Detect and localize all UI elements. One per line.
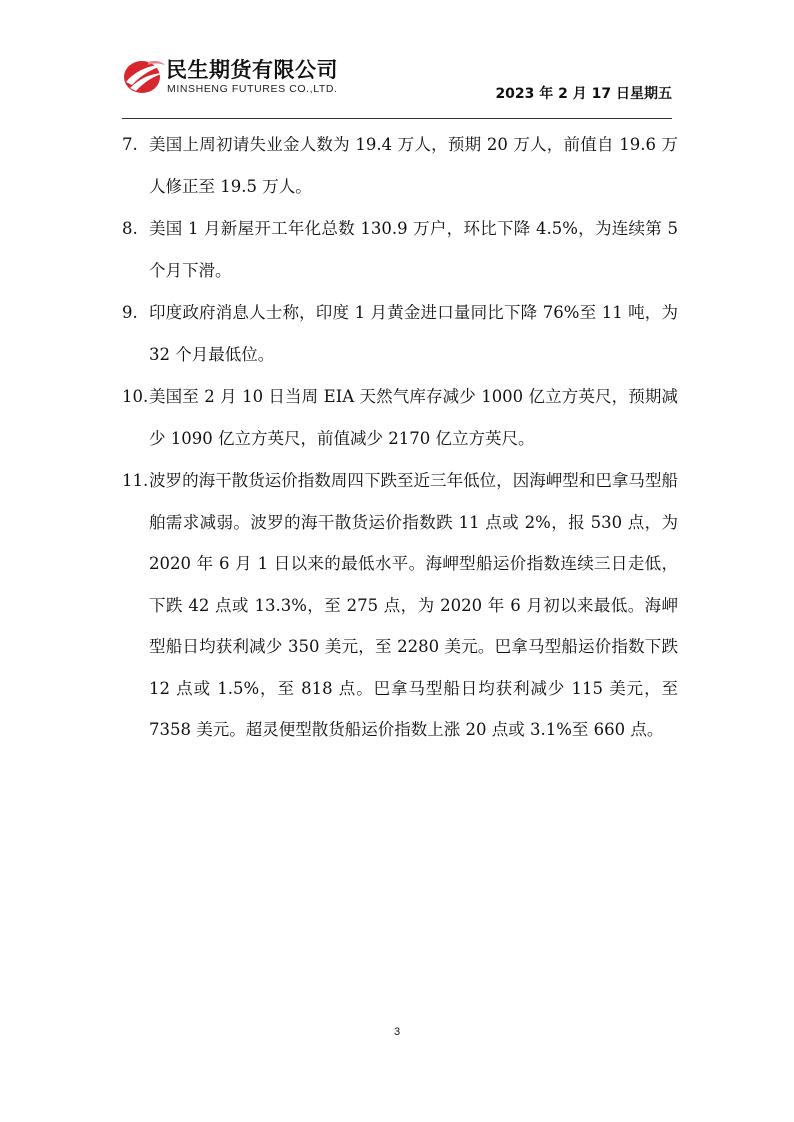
minsheng-logo-icon bbox=[122, 56, 166, 96]
page-header bbox=[122, 52, 672, 120]
item-number: 9. bbox=[122, 303, 138, 322]
news-item bbox=[122, 376, 678, 459]
item-text: 波罗的海干散货运价指数周四下跌至近三年低位，因海岬型和巴拿马型船舶需求减弱。波罗的海干散货运价指数跌 11 点或 2%，报 530 点，为 2020 年 6 月 1 日以来的最低水平。海岬型船运价指数连续三日走低，下跌 42 点或 13.3%，至 275 点，为 2020 年 6 月初以来最低。海岬型船日均获利减少 350 美元，至 2280 美元。巴拿马型船运价指数下跌 12 点或 1.5%，至 818 点。巴拿马型船日均获利减少 115 美元，至 7358 美元。超灵便型散货船运价指数上涨 20 点或 3.1%至 660 点。 bbox=[149, 471, 678, 739]
item-text: 印度政府消息人士称，印度 1 月黄金进口量同比下降 76%至 11 吨，为 32 个月最低位。 bbox=[149, 303, 678, 364]
company-logo bbox=[122, 52, 362, 102]
item-text: 美国上周初请失业金人数为 19.4 万人，预期 20 万人，前值自 19.6 万人修正至 19.5 万人。 bbox=[149, 135, 678, 196]
item-number: 7. bbox=[122, 135, 138, 154]
page-number: 3 bbox=[393, 1026, 401, 1038]
news-item bbox=[122, 460, 678, 751]
news-list bbox=[122, 124, 678, 752]
news-item bbox=[122, 208, 678, 291]
item-number: 8. bbox=[122, 219, 138, 238]
company-name-en: MINSHENG FUTURES CO.,LTD. bbox=[167, 83, 338, 95]
item-number: 10. bbox=[122, 387, 149, 406]
header-divider bbox=[122, 118, 672, 119]
item-text: 美国 1 月新屋开工年化总数 130.9 万户，环比下降 4.5%，为连续第 5 个月下滑。 bbox=[149, 219, 678, 280]
report-date: 2023 年 2 月 17 日星期五 bbox=[495, 86, 672, 102]
company-name-cn: 民生期货有限公司 bbox=[166, 58, 338, 82]
news-item bbox=[122, 292, 678, 375]
item-text: 美国至 2 月 10 日当周 EIA 天然气库存减少 1000 亿立方英尺，预期减少 1090 亿立方英尺，前值减少 2170 亿立方英尺。 bbox=[149, 387, 678, 448]
item-number: 11. bbox=[122, 471, 149, 490]
news-item bbox=[122, 124, 678, 207]
